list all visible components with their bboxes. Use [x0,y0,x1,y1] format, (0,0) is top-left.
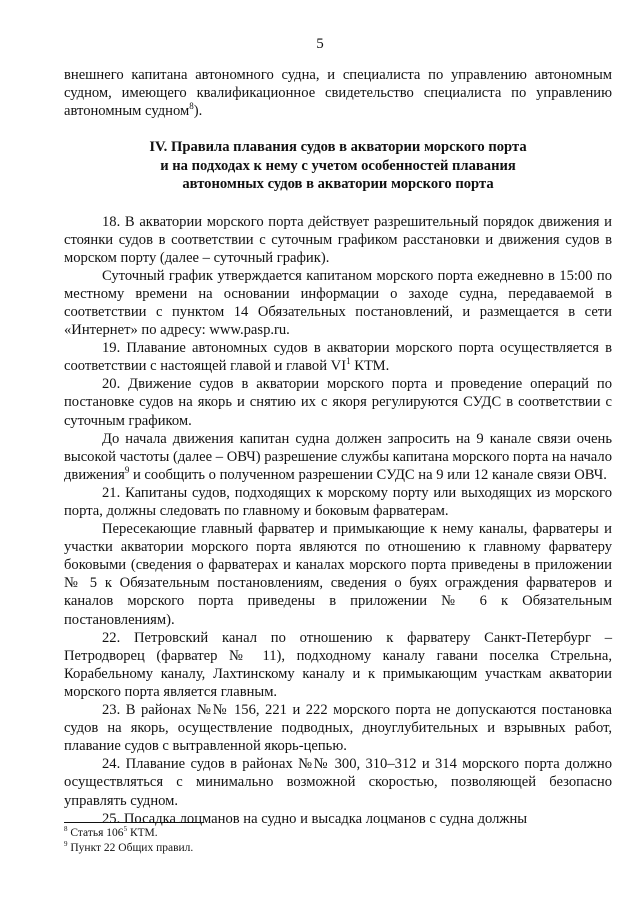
paragraph-18: 18. В акватории морского порта действует разрешительный порядок движения и стоянки судов в соответствии с суточным графиком расстановки и движения судов в морском порту (далее – суточный график). [64,213,612,266]
intro-paragraph [64,66,612,120]
paragraph-19-tail: КТМ. [350,358,390,375]
footnote-8 [64,826,612,841]
footnotes [64,826,612,856]
footnote-9-text: Пункт 22 Общих правил. [67,842,194,854]
footnote-ref-8[interactable]: 8 [189,101,194,112]
footnote-9-mark: 9 [64,840,68,849]
paragraph-25: 25. Посадка лоцманов на судно и высадка лоцманов с судна должны [102,810,528,827]
intro-text: внешнего капитана автономного судна, и специалиста по управлению автономным судном, имеющего квалификационное свидетельство специалиста по управлению автономным судном [64,67,612,120]
page-number: 5 [316,36,324,52]
footnote-8-tail: КТМ. [127,827,158,839]
section-heading [64,138,612,193]
paragraph-23: 23. В районах №№ 156, 221 и 222 морского порта не допускаются постановка судов на якорь, осуществление подводных, дноуглубительных и взрывных работ, плавание судов с вытравленной якорь-цепью. [64,702,612,755]
paragraph-20b-text: До начала движения капитан судна должен запросить на 9 канале связи очень высокой частоты (далее – ОВЧ) разрешение службы капитана морского порта на начало движения [64,430,612,483]
paragraph-24: 24. Плавание судов в районах №№ 300, 310–312 и 314 морского порта должно осуществляться с минимально возможной скоростью, позволяющей безопасно управлять судном. [64,756,612,809]
footnote-ref-9[interactable]: 9 [124,464,130,475]
paragraph-20b-tail: и сообщить о полученном разрешении СУДС на 9 или 12 канале связи ОВЧ. [129,466,607,483]
intro-tail: ). [193,103,203,120]
paragraph-18-schedule: Суточный график утверждается капитаном морского порта ежедневно в 15:00 по местному времени на основании информации о заходе судна, передаваемой в соответствии с пунктом 14 Обязательных постановлений, и размещается в сети «Интернет» по адресу: www.pasp.ru. [64,267,612,339]
heading-line-2: и на подходах к нему с учетом особенностей плавания [160,157,516,174]
paragraph-21-side-channels: Пересекающие главный фарватер и примыкающие к нему каналы, фарватеры и участки акватории морского порта являются по отношению к главному фарватеру боковыми (сведения о фарватерах и каналах морского порта приведены в приложении № 5 к Обязательным постановлениям, сведения о буях ограждения фарватеров и каналов морского порта приведены в приложении № 6 к Обязательным постановлениям). [64,521,612,628]
paragraph-21: 21. Капитаны судов, подходящих к морскому порту или выходящих из морского порта, должны следовать по главному и боковым фарватерам. [64,484,612,519]
footnote-8-superscript: 5 [123,825,128,834]
chapter-superscript: 1 [346,356,351,367]
footnote-8-text: Статья 106 [67,827,124,839]
heading-line-3: автономных судов в акватории морского порта [182,176,494,193]
paragraph-20: 20. Движение судов в акватории морского порта и проведение операций по постановке судов на якорь и снятию их с якоря регулируются СУДС в соответствии с суточным графиком. [64,376,612,429]
footnote-divider [64,822,204,823]
paragraph-20-permission [64,430,612,484]
paragraph-22: 22. Петровский канал по отношению к фарватеру Санкт-Петербург – Петродворец (фарватер № 11), подходному каналу гавани поселка Стрельна, Корабельному каналу, Лахтинскому каналу и к примыкающим участкам акватории морского порта является главным. [64,629,612,700]
paragraph-19 [64,339,612,375]
document-body [64,66,612,828]
paragraph-19-text: 19. Плавание автономных судов в акватории морского порта осуществляется в соответствии с настоящей главой и главой VI [64,340,612,375]
heading-line-1: IV. Правила плавания судов в акватории морского порта [149,139,527,156]
footnote-9 [64,841,612,856]
footnote-8-mark: 8 [64,825,68,834]
